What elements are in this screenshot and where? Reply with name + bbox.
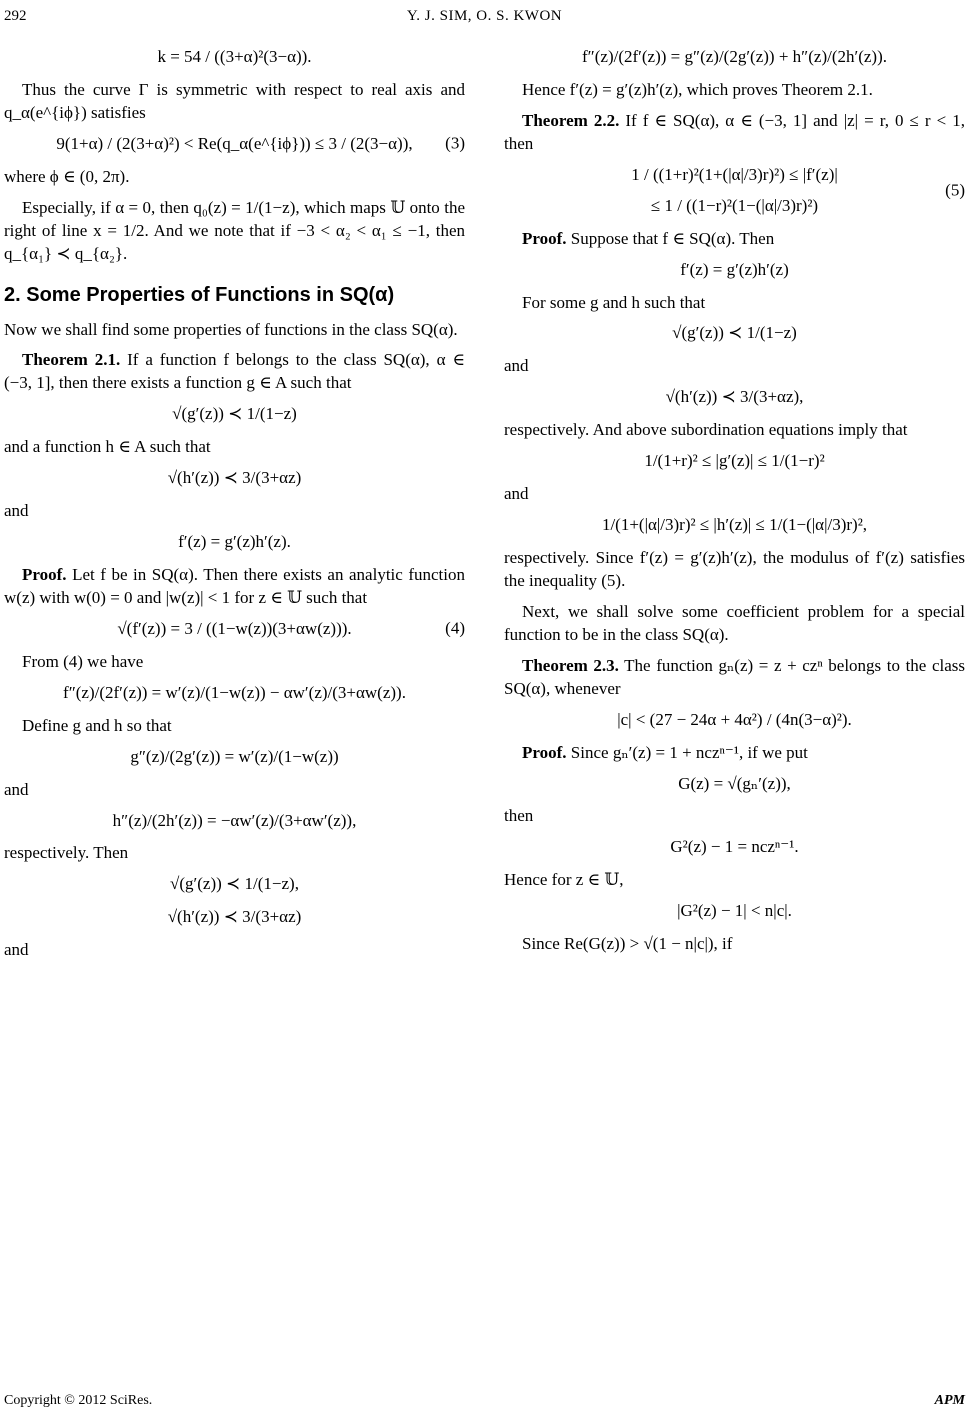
paragraph: Now we shall find some properties of functions in the class SQ(α).	[4, 319, 458, 339]
equation-h-subordination: √(h′(z)) ≺ 3/(3+αz)	[167, 468, 302, 488]
equation-h-bounds: 1/(1+(|α|/3)r)² ≤ |h′(z)| ≤ 1/(1−(|α|/3)r)²,	[601, 515, 868, 535]
paragraph: Hence for z ∈ 𝕌,	[504, 870, 624, 890]
equation-G-bound: |G²(z) − 1| < n|c|.	[677, 901, 792, 921]
left-column	[4, 40, 465, 970]
paragraph: Define g and h so that	[22, 715, 172, 735]
proof-label: Proof.	[522, 742, 567, 762]
right-column	[504, 40, 965, 964]
proof-2-1: Proof. Let f be in SQ(α). Then there exists an analytic function w(z) with w(0) = 0 and |w(z)| < 1 for z ∈ 𝕌 such that	[4, 565, 465, 607]
copyright-notice: Copyright © 2012 SciRes.	[4, 1393, 153, 1408]
equation-h-definition: h″(z)/(2h′(z)) = −αw′(z)/(3+αw′(z)),	[112, 810, 357, 830]
equation-5: 1 / ((1+r)²(1+(|α|/3)r)²) ≤ |f′(z)| ≤ 1 / ((1−r)²(1−(|α|/3)r)²) (5)	[631, 164, 965, 215]
equation-G-squared: G²(z) − 1 = nczⁿ⁻¹.	[670, 837, 799, 857]
paragraph: and	[504, 356, 529, 376]
paragraph: Especially, if α = 0, then q₀(z) = 1/(1−z), which maps 𝕌 onto the right of line x = 1/2. And we note that if −3 < α₂ < α₁ ≤ −1, then q_{α₁} ≺ q_{α₂}.	[4, 197, 465, 263]
paragraph: Next, we shall solve some coefficient problem for a special function to be in the class SQ(α).	[504, 601, 965, 644]
running-head: Y. J. SIM, O. S. KWON	[406, 8, 563, 24]
paragraph: and	[504, 484, 529, 504]
theorem-2-2: Theorem 2.2. If f ∈ SQ(α), α ∈ (−3, 1] and |z| = r, 0 ≤ r < 1, then	[504, 110, 965, 153]
theorem-label: Theorem 2.1.	[22, 350, 121, 370]
equation-fgh: f′(z) = g′(z)h′(z)	[680, 259, 789, 279]
paragraph: where ϕ ∈ (0, 2π).	[4, 166, 130, 186]
equation-h-result: √(h′(z)) ≺ 3/(3+αz)	[167, 907, 302, 927]
theorem-label: Theorem 2.3.	[522, 655, 619, 675]
paragraph: respectively. And above subordination equations imply that	[504, 420, 908, 440]
page-header	[0, 6, 969, 28]
paragraph: and a function h ∈ A such that	[4, 437, 211, 457]
equation-h-subordination: √(h′(z)) ≺ 3/(3+αz),	[665, 387, 804, 407]
paragraph: then	[504, 806, 534, 826]
equation-g-subordination: √(g′(z)) ≺ 1/(1−z)	[172, 404, 297, 424]
theorem-2-1: Theorem 2.1. If a function f belongs to the class SQ(α), α ∈ (−3, 1], then there exists a function g ∈ A such that	[4, 350, 465, 393]
proof-2-2: Proof. Suppose that f ∈ SQ(α). Then	[522, 228, 775, 248]
equation-number: (4)	[445, 618, 465, 638]
paragraph: respectively. Since f′(z) = g′(z)h′(z), the modulus of f′(z) satisfies the inequality (5).	[504, 548, 965, 590]
proof-label: Proof.	[522, 228, 567, 248]
proof-label: Proof.	[22, 565, 67, 584]
equation-4: √(f′(z)) = 3 / ((1−w(z))(3+αw(z))). (4)	[4, 618, 465, 641]
equation-g-definition: g″(z)/(2g′(z)) = w′(z)/(1−w(z))	[130, 746, 339, 766]
page-number: 292	[4, 8, 27, 24]
equation-g-bounds: 1/(1+r)² ≤ |g′(z)| ≤ 1/(1−r)²	[644, 451, 825, 471]
proof-2-3: Proof. Since gₙ′(z) = 1 + nczⁿ⁻¹, if we put	[522, 742, 808, 762]
theorem-label: Theorem 2.2.	[522, 110, 620, 130]
paragraph: For some g and h such that	[522, 292, 706, 312]
equation-k: k = 54 / ((3+α)²(3−α)).	[157, 47, 312, 66]
journal-abbreviation: APM	[934, 1393, 965, 1408]
equation-g-subordination: √(g′(z)) ≺ 1/(1−z)	[672, 323, 797, 343]
theorem-2-3: Theorem 2.3. The function gₙ(z) = z + czⁿ belongs to the class SQ(α), whenever	[504, 655, 965, 698]
equation-fgh: f′(z) = g′(z)h′(z).	[178, 532, 291, 552]
equation-f-derivative: f″(z)/(2f′(z)) = w′(z)/(1−w(z)) − αw′(z)/(3+αw(z)).	[63, 682, 406, 702]
equation-number: (3)	[445, 133, 465, 153]
section-title: 2. Some Properties of Functions in SQ(α)	[4, 283, 395, 306]
equation-3: 9(1+α) / (2(3+α)²) < Re(q_α(e^{iϕ})) ≤ 3 / (2(3−α)), (3)	[4, 133, 465, 156]
equation-G: G(z) = √(gₙ′(z)),	[678, 773, 791, 793]
paragraph: respectively. Then	[4, 843, 129, 863]
paragraph: From (4) we have	[22, 651, 144, 671]
equation-f-sum: f″(z)/(2f′(z)) = g″(z)/(2g′(z)) + h″(z)/(2h′(z)).	[582, 47, 887, 66]
equation-number: (5)	[945, 180, 965, 200]
equation-c-bound: |c| < (27 − 24α + 4α²) / (4n(3−α)²).	[617, 709, 852, 729]
paragraph: and	[4, 501, 29, 521]
paragraph: Thus the curve Γ is symmetric with respect to real axis and q_α(e^{iϕ}) satisfies	[4, 79, 465, 122]
equation-g-result: √(g′(z)) ≺ 1/(1−z),	[170, 874, 299, 894]
paragraph: Since Re(G(z)) > √(1 − n|c|), if	[522, 934, 733, 954]
paragraph: Hence f′(z) = g′(z)h′(z), which proves Theorem 2.1.	[522, 79, 873, 99]
paragraph: and	[4, 779, 29, 799]
paragraph: and	[4, 940, 29, 960]
